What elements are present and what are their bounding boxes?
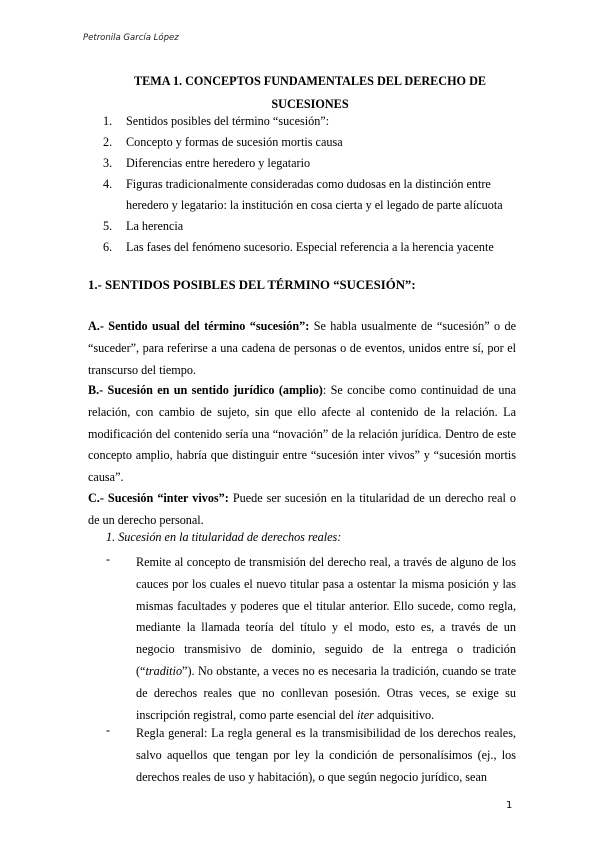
subsection-heading: 1. Sucesión en la titularidad de derechos reales: [106,530,342,544]
table-of-contents [103,111,523,258]
page-title: TEMA 1. CONCEPTOS FUNDAMENTALES DEL DERECHO DE SUCESIONES [133,74,487,111]
paragraph-b-label: B.- Sucesión en un sentido jurídico (amplio) [88,383,323,397]
toc-item-text: Sentidos posibles del término “sucesión”: [126,114,330,128]
dash1-text-b: ”). No obstante, a veces no es necesaria la tradición, cuando se trate de derechos reales que no conllevan posesión. Otras veces, se exige su inscripción registral, como parte esencial del [136,663,516,722]
toc-item [103,237,523,258]
toc-item-text: Diferencias entre heredero y legatario [126,156,311,170]
toc-item-text: Concepto y formas de sucesión mortis causa [126,135,343,149]
toc-item [103,216,523,237]
dash-paragraph-regla-general: Regla general: La regla general es la transmisibilidad de los derechos reales, salvo aquellos que tengan por ley la condición de personalísimos (ej., los derechos reales de uso y habitación), o que según negocio jurídico, sean [136,726,516,784]
paragraph-b-text: : Se concibe como continuidad de una relación, con cambio de sujeto, sin que ello afecte al contenido de la relación. La modificación del contenido sería una “novación” de la relación jurídica. Dentro de este concepto amplio, habría que distinguir entre “sucesión inter vivos” y “sucesión mortis causa”. [88,383,516,485]
paragraph-c [88,488,516,532]
header-author: Petronila García López [83,33,179,43]
dash1-iter: iter [356,707,374,722]
toc-item-number: 5. [103,219,113,233]
toc-item [103,174,523,216]
toc-item [103,111,523,132]
toc-item [103,153,523,174]
toc-item-text: Las fases del fenómeno sucesorio. Especial referencia a la herencia yacente [126,240,494,254]
paragraph-c-label: C.- Sucesión “inter vivos”: [88,491,229,505]
dash-paragraph-transmision [136,552,516,726]
toc-item-number: 3. [103,156,113,170]
toc-item-number: 4. [103,177,113,191]
toc-item-number: 2. [103,135,113,149]
dash1-text-c: adquisitivo. [373,707,435,722]
paragraph-a-label: A.- Sentido usual del término “sucesión”: [88,319,310,333]
page-number: 1 [506,800,513,811]
section-heading: 1.- SENTIDOS POSIBLES DEL TÉRMINO “SUCESIÓN”: [88,278,416,292]
paragraph-c-text: Puede ser sucesión en la titularidad de un derecho real o de un derecho personal. [88,491,516,527]
dash1-traditio: traditio [145,663,183,678]
toc-item-number: 6. [103,240,113,254]
paragraph-a [88,316,516,381]
toc-item-text: La herencia [126,219,184,233]
paragraph-b [88,380,516,489]
paragraph-a-text: Se habla usualmente de “sucesión” o de “suceder”, para referirse a una cadena de personas o de eventos, unidos entre sí, por el transcurso del tiempo. [88,319,516,377]
dash-bullet: - [106,552,111,566]
toc-item-text: Figuras tradicionalmente consideradas como dudosas en la distinción entre heredero y legatario: la institución en cosa cierta y el legado de parte alícuota [126,177,503,212]
toc-item-number: 1. [103,114,113,128]
toc-item [103,132,523,153]
dash-bullet: - [106,723,111,737]
dash1-text-a: Remite al concepto de transmisión del derecho real, a través de alguno de los cauces por los cuales el nuevo titular pasa a ostentar la misma posición y las mismas facultades y poderes que el titular anterior. Ello sucede, como regla, mediante la llamada teoría del título y el modo, esto es, a través de un negocio transmisivo de dominio, seguido de la entrega o tradición (“ [136,555,516,678]
